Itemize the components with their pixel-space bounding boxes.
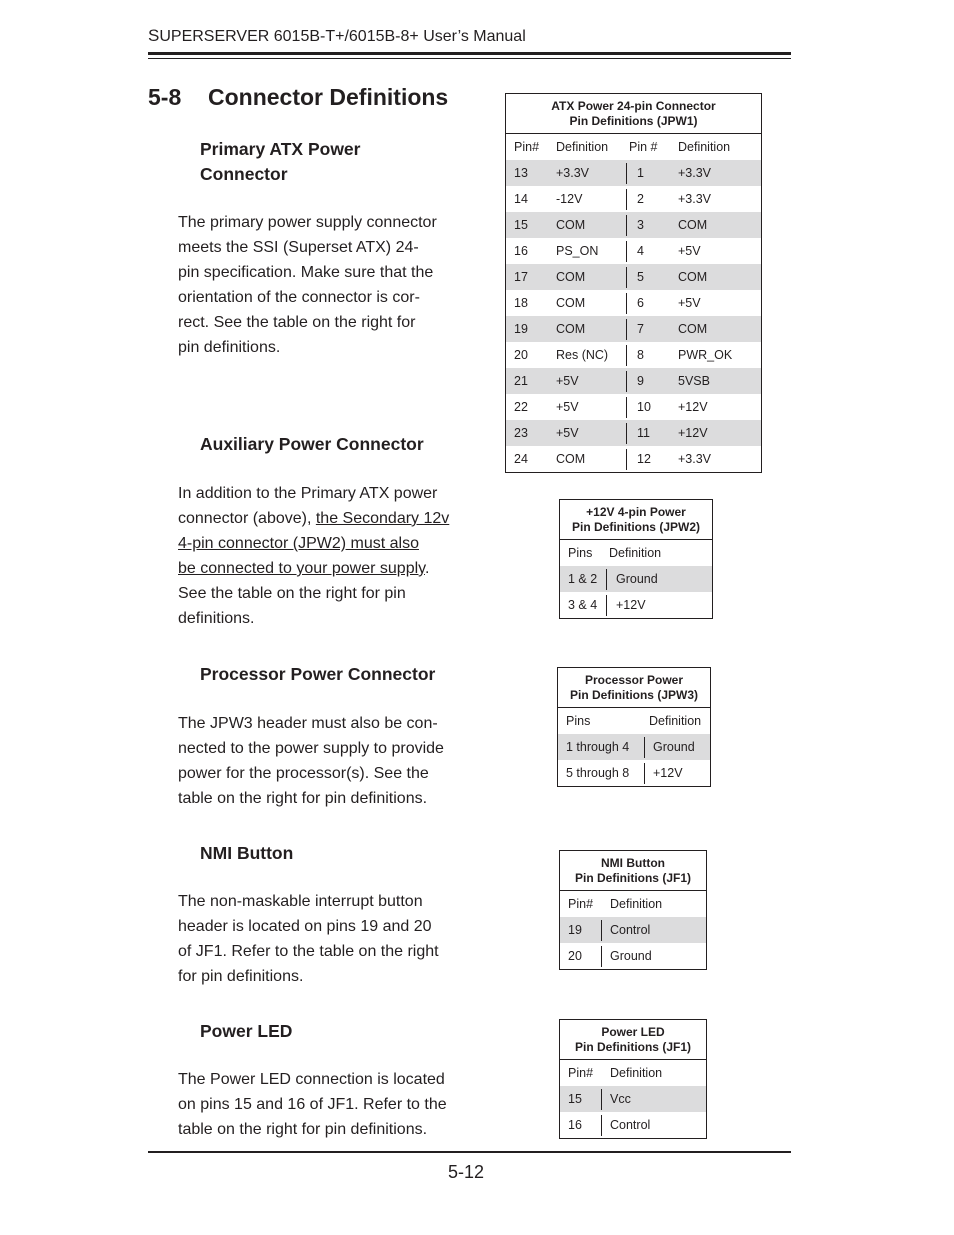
aux-underlined-line: 4-pin connector (JPW2) must also [178,535,419,552]
para-line: rect. See the table on the right for [178,314,416,331]
table-cell: 14 [514,192,528,206]
column-divider [626,163,627,184]
caption-line: ATX Power 24-pin Connector [551,99,716,113]
table-cell: +3.3V [678,166,712,180]
table-cell: 16 [514,244,528,258]
table-cell: Control [610,1118,651,1132]
column-divider [601,920,602,941]
nmi-paragraph [178,889,457,989]
para-line: header is located on pins 19 and 20 [178,918,432,935]
caption-line: Pin Definitions (JF1) [574,871,691,885]
table-cell: 1 [637,166,644,180]
nmi-button-table [559,850,707,970]
para-line: power for the processor(s). See the [178,765,429,782]
column-divider [601,1115,602,1136]
atx-24pin-table [505,93,762,473]
table-cell: Vcc [610,1092,631,1106]
column-divider [626,449,627,470]
header-cell: Pins [566,714,591,728]
table-cell: 22 [514,400,528,414]
column-divider [626,397,627,418]
table-cell: 10 [637,400,651,414]
table-cell: 1 & 2 [568,572,598,586]
primary-atx-paragraph [178,210,457,360]
para-line: on pins 15 and 16 of JF1. Refer to the [178,1096,447,1113]
caption-line: Pin Definitions (JPW2) [571,520,700,534]
table-cell: 8 [637,348,644,362]
header-cell: Pins [568,546,593,560]
table-cell: COM [678,322,708,336]
column-divider [626,189,627,210]
table-row [506,368,761,394]
para-line: orientation of the connector is cor- [178,289,420,306]
primary-atx-heading-line1: Primary ATX Power [200,139,361,159]
table-cell: +5V [556,400,579,414]
table-caption [560,500,712,540]
table-cell: +12V [678,400,708,414]
column-divider [601,946,602,967]
table-row [558,760,710,786]
table-cell: +12V [653,766,683,780]
table-row [506,316,761,342]
table-row [506,342,761,368]
table-cell: 20 [514,348,528,362]
column-divider [626,215,627,236]
column-divider [626,241,627,262]
table-cell: 15 [514,218,528,232]
table-cell: COM [556,452,586,466]
table-row [560,1112,706,1138]
table-cell: Ground [653,740,695,754]
table-cell: PWR_OK [678,348,733,362]
para-line: The Power LED connection is located [178,1071,445,1088]
page-number: 5-12 [448,1162,485,1182]
table-cell: 4 [637,244,644,258]
table-cell: 1 through 4 [566,740,630,754]
table-cell: +5V [678,296,701,310]
table-cell: 15 [568,1092,582,1106]
table-cell: Res (NC) [556,348,609,362]
header-initial: S [148,26,160,45]
aux-text: . [424,560,430,577]
caption-line: Processor Power [584,673,684,687]
para-line: table on the right for pin definitions. [178,790,428,807]
table-header-row [560,540,712,566]
table-cell: +3.3V [556,166,590,180]
para-line: nected to the power supply to provide [178,740,444,757]
table-cell: 7 [637,322,644,336]
section-heading: Connector Definitions [208,84,449,110]
table-cell: Ground [610,949,652,963]
para-line [178,506,457,531]
processor-heading: Processor Power Connector [200,664,436,684]
column-divider [626,371,627,392]
table-row [560,566,712,592]
header-cell: Pin# [568,897,594,911]
table-cell: 23 [514,426,528,440]
primary-atx-heading-line2: Connector [200,164,288,184]
table-cell: 5 through 8 [566,766,630,780]
column-divider [644,737,645,758]
table-cell: -12V [556,192,583,206]
table-row [506,186,761,212]
aux-paragraph [178,481,457,631]
caption-line: NMI Button [601,856,665,870]
header-cell: Definition [556,140,609,154]
table-header-row [560,1060,706,1086]
table-cell: +5V [678,244,701,258]
table-row [558,734,710,760]
table-cell: 19 [514,322,528,336]
table-row [506,446,761,472]
table-row [560,943,706,969]
table-cell: 3 & 4 [568,598,598,612]
table-cell: +3.3V [678,192,712,206]
processor-paragraph [178,711,457,811]
table-cell: +12V [616,598,646,612]
table-cell: 11 [637,426,650,440]
para-line: See the table on the right for pin [178,585,406,602]
atx-table-body [506,160,761,472]
table-row [506,290,761,316]
caption-line: Pin Definitions (JF1) [574,1040,691,1054]
table-cell: +12V [678,426,708,440]
table-cell: COM [556,296,586,310]
caption-line: Pin Definitions (JPW3) [569,688,698,702]
table-cell: PS_ON [556,244,599,258]
table-row [560,917,706,943]
table-cell: COM [556,218,586,232]
footer-rule [148,1151,791,1153]
header-cell: Pin # [629,140,658,154]
power-led-table [559,1019,707,1139]
column-divider [606,595,607,616]
para-line: definitions. [178,610,255,627]
para-line: In addition to the Primary ATX power [178,485,438,502]
table-cell: 19 [568,923,582,937]
column-divider [606,569,607,590]
table-caption [558,668,710,708]
table-cell: 17 [514,270,528,284]
header-rule-thin [148,58,791,59]
jpw2-table [559,499,713,619]
nmi-heading: NMI Button [200,843,294,863]
table-cell: 16 [568,1118,582,1132]
column-divider [644,763,645,784]
column-divider [626,319,627,340]
aux-text: connector (above), [178,510,316,527]
table-cell: 20 [568,949,582,963]
caption-line: Power LED [601,1025,665,1039]
table-header-row [506,134,761,160]
table-cell: Ground [616,572,658,586]
table-cell: 13 [514,166,528,180]
table-row [506,160,761,186]
para-line: for pin definitions. [178,968,304,985]
table-row [506,238,761,264]
table-header-row [560,891,706,917]
header-cell: Definition [678,140,731,154]
table-cell: COM [678,270,708,284]
para-line: meets the SSI (Superset ATX) 24- [178,239,419,256]
table-cell: +5V [556,374,579,388]
table-cell: COM [556,270,586,284]
caption-line: +12V 4-pin Power [586,505,686,519]
section-title [148,84,448,111]
column-divider [626,345,627,366]
power-led-paragraph [178,1067,457,1142]
aux-heading: Auxiliary Power Connector [200,434,424,454]
header-cell: Pin# [568,1066,594,1080]
header-cell: Pin# [514,140,540,154]
header-title: UPERSERVER 6015B-T+/6015B-8+ User’s Manual [159,28,526,45]
running-header [148,26,526,46]
table-cell: COM [556,322,586,336]
header-cell: Definition [649,714,702,728]
header-cell: Definition [610,897,663,911]
table-cell: 18 [514,296,528,310]
para-line: pin specification. Make sure that the [178,264,434,281]
header-cell: Definition [609,546,662,560]
section-number: 5-8 [148,84,182,110]
caption-line: Pin Definitions (JPW1) [569,114,698,128]
aux-underlined-text: the Secondary 12v [315,510,450,527]
table-cell: COM [678,218,708,232]
table-cell: 21 [514,374,528,388]
jpw3-table [557,667,711,787]
column-divider [601,1089,602,1110]
table-cell: 6 [637,296,644,310]
table-caption [560,851,706,891]
header-rule [148,52,791,55]
column-divider [626,423,627,444]
para-line: The JPW3 header must also be con- [178,715,438,732]
table-cell: Control [610,923,651,937]
para-line: table on the right for pin definitions. [178,1121,428,1138]
table-row [506,394,761,420]
table-row [560,1086,706,1112]
table-row [560,592,712,618]
para-line: of JF1. Refer to the table on the right [178,943,439,960]
table-row [506,212,761,238]
column-divider [626,293,627,314]
table-cell: +3.3V [678,452,712,466]
table-row [506,420,761,446]
table-cell: 9 [637,374,644,388]
primary-atx-heading [200,137,360,187]
table-cell: 5VSB [678,374,710,388]
table-header-row [558,708,710,734]
column-divider [626,267,627,288]
table-cell: 3 [637,218,644,232]
table-caption [560,1020,706,1060]
table-row [506,264,761,290]
table-cell: +5V [556,426,579,440]
aux-underlined-text: be connected to your power supply [178,560,425,577]
para-line: pin definitions. [178,339,281,356]
table-caption [506,94,761,134]
para-line [178,556,457,581]
table-cell: 2 [637,192,644,206]
header-cell: Definition [610,1066,663,1080]
para-line: The non-maskable interrupt button [178,893,423,910]
table-cell: 12 [637,452,651,466]
table-cell: 24 [514,452,528,466]
table-cell: 5 [637,270,644,284]
para-line: The primary power supply connector [178,214,437,231]
power-led-heading: Power LED [200,1021,293,1041]
